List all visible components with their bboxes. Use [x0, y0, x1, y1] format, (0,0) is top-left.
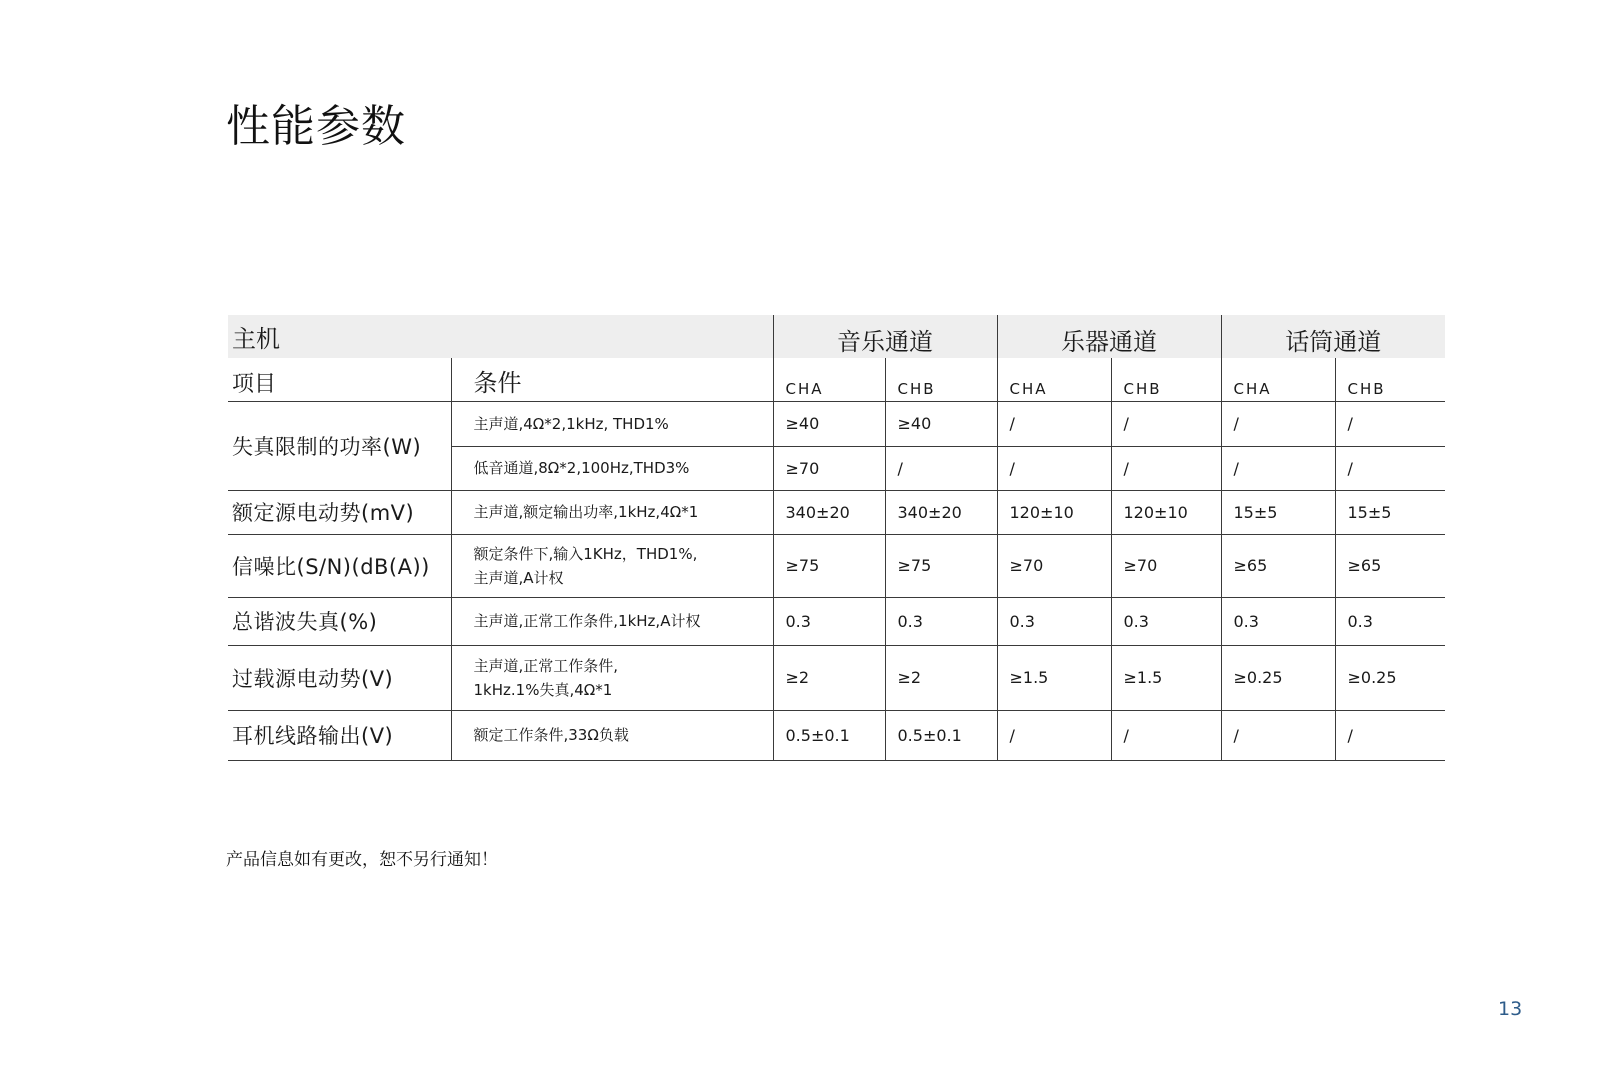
table-row — [228, 710, 1445, 760]
condition-line: 1kHz.1%失真,4Ω*1 — [473, 680, 613, 699]
value-cell: / — [1221, 710, 1335, 760]
channel-header: CHB — [1335, 358, 1445, 401]
condition-text: 主声道,4Ω*2,1kHz, THD1% — [451, 401, 773, 446]
value-cell: ≥75 — [773, 534, 885, 597]
column-header-row — [228, 358, 1445, 401]
value-cell: 340±20 — [773, 490, 885, 534]
value-cell: 340±20 — [885, 490, 997, 534]
value-cell: 120±10 — [997, 490, 1111, 534]
performance-spec-table — [228, 315, 1445, 761]
table-row — [228, 401, 1445, 446]
value-cell: ≥0.25 — [1221, 645, 1335, 710]
value-cell: ≥1.5 — [997, 645, 1111, 710]
condition-text — [451, 534, 773, 597]
footnote: 产品信息如有更改，恕不另行通知！ — [226, 850, 498, 870]
condition-text: 主声道,额定输出功率,1kHz,4Ω*1 — [451, 490, 773, 534]
value-cell: 0.3 — [997, 597, 1111, 645]
value-cell: / — [1221, 401, 1335, 446]
value-cell: / — [885, 446, 997, 490]
value-cell: / — [1221, 446, 1335, 490]
value-cell: / — [1111, 710, 1221, 760]
condition-text: 额定工作条件,33Ω负载 — [451, 710, 773, 760]
value-cell: 0.3 — [1335, 597, 1445, 645]
item-label: 总谐波失真(%) — [228, 597, 451, 645]
condition-text: 低音通道,8Ω*2,100Hz,THD3% — [451, 446, 773, 490]
value-cell: 0.3 — [885, 597, 997, 645]
item-label: 失真限制的功率(W) — [228, 401, 451, 490]
value-cell: 0.3 — [773, 597, 885, 645]
table-row — [228, 597, 1445, 645]
channel-header: CHA — [1221, 358, 1335, 401]
value-cell: ≥75 — [885, 534, 997, 597]
value-cell: ≥65 — [1335, 534, 1445, 597]
channel-header: CHA — [997, 358, 1111, 401]
value-cell: ≥70 — [997, 534, 1111, 597]
value-cell: 0.5±0.1 — [885, 710, 997, 760]
value-cell: ≥2 — [773, 645, 885, 710]
condition-header: 条件 — [451, 358, 773, 401]
condition-text: 主声道,正常工作条件,1kHz,A计权 — [451, 597, 773, 645]
group-microphone-channel: 话筒通道 — [1221, 315, 1445, 358]
value-cell: / — [997, 710, 1111, 760]
value-cell: ≥1.5 — [1111, 645, 1221, 710]
value-cell: / — [1111, 401, 1221, 446]
value-cell: ≥2 — [885, 645, 997, 710]
value-cell: ≥0.25 — [1335, 645, 1445, 710]
value-cell: 15±5 — [1221, 490, 1335, 534]
item-label: 信噪比(S/N)(dB(A)) — [228, 534, 451, 597]
value-cell: / — [1335, 446, 1445, 490]
group-instrument-channel: 乐器通道 — [997, 315, 1221, 358]
condition-line: 主声道,A计权 — [473, 568, 564, 587]
group-music-channel: 音乐通道 — [773, 315, 997, 358]
condition-line: 额定条件下,输入1KHz，THD1%, — [473, 544, 698, 563]
channel-header: CHB — [1111, 358, 1221, 401]
host-label: 主机 — [228, 315, 773, 358]
value-cell: / — [1335, 401, 1445, 446]
condition-text — [451, 645, 773, 710]
channel-header: CHA — [773, 358, 885, 401]
value-cell: 15±5 — [1335, 490, 1445, 534]
item-label: 过载源电动势(V) — [228, 645, 451, 710]
item-label: 额定源电动势(mV) — [228, 490, 451, 534]
value-cell: 0.5±0.1 — [773, 710, 885, 760]
table-row — [228, 490, 1445, 534]
value-cell: ≥70 — [773, 446, 885, 490]
channel-header: CHB — [885, 358, 997, 401]
value-cell: ≥40 — [885, 401, 997, 446]
page-number: 13 — [1498, 998, 1523, 1020]
group-header-row — [228, 315, 1445, 358]
value-cell: ≥65 — [1221, 534, 1335, 597]
value-cell: ≥40 — [773, 401, 885, 446]
item-label: 耳机线路输出(V) — [228, 710, 451, 760]
value-cell: / — [997, 401, 1111, 446]
value-cell: / — [997, 446, 1111, 490]
item-header: 项目 — [228, 358, 451, 401]
condition-line: 主声道,正常工作条件, — [473, 656, 619, 675]
page-title: 性能参数 — [226, 101, 406, 152]
table-row — [228, 645, 1445, 710]
value-cell: 0.3 — [1221, 597, 1335, 645]
value-cell: / — [1335, 710, 1445, 760]
value-cell: 0.3 — [1111, 597, 1221, 645]
value-cell: / — [1111, 446, 1221, 490]
table-row — [228, 534, 1445, 597]
value-cell: 120±10 — [1111, 490, 1221, 534]
value-cell: ≥70 — [1111, 534, 1221, 597]
